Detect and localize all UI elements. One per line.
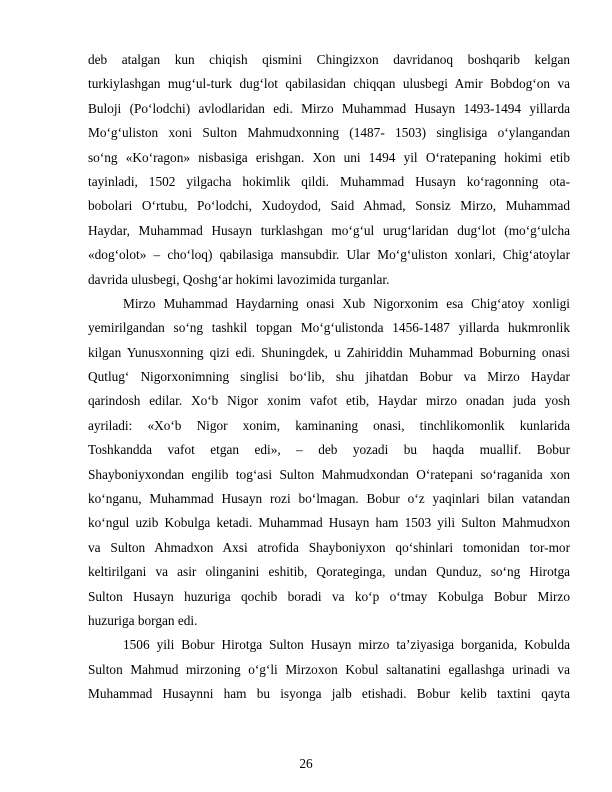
text-line: yemirilgandan so‘ng tashkil topgan Mo‘g‘ulistonda 1456-1487 yillarda hukmronlik bbox=[88, 320, 570, 336]
text-line: bobolari O‘rtubu, Po‘lodchi, Xudoydod, Said Ahmad, Sonsiz Mirzo, Muhammad bbox=[88, 198, 570, 214]
paragraph-3 bbox=[88, 633, 570, 706]
text-line: qarindosh edilar. Xo‘b Nigor xonim vafot etib, Haydar mirzo onadan juda yosh bbox=[88, 393, 570, 409]
text-line: Qutlug‘ Nigorxonimning singlisi bo‘lib, shu jihatdan Bobur va Mirzo Haydar bbox=[88, 369, 570, 385]
document-page bbox=[88, 48, 570, 707]
text-line: turkiylashgan mug‘ul-turk dug‘lot qabilasidan chiqqan ulusbegi Amir Bobdog‘on va bbox=[88, 76, 570, 92]
text-line: tayinladi, 1502 yilgacha hokimlik qildi. Muhammad Husayn ko‘ragonning ota- bbox=[88, 173, 570, 189]
text-line: ayriladi: «Xo‘b Nigor xonim, kaminaning onasi, tinchlikomonlik kunlarida bbox=[88, 417, 570, 433]
text-line: va Sulton Ahmadxon Axsi atrofida Shayboniyxon qo‘shinlari tomonidan tor-mor bbox=[88, 539, 570, 555]
text-line: so‘ng «Ko‘ragon» nisbasiga erishgan. Xon uni 1494 yil O‘ratepaning hokimi etib bbox=[88, 149, 570, 165]
text-line: Shayboniyxondan engilib tog‘asi Sulton Mahmudxondan O‘ratepani so‘raganida xon bbox=[88, 466, 570, 482]
text-line: huzuriga borgan edi. bbox=[88, 612, 198, 628]
text-line: kilgan Yunusxonning qizi edi. Shuningdek, u Zahiriddin Muhammad Boburning onasi bbox=[88, 344, 570, 360]
text-line: Muhammad Husaynni ham bu isyonga jalb etishadi. Bobur kelib taxtini qayta bbox=[88, 686, 570, 702]
text-line: 1506 yili Bobur Hirotga Sulton Husayn mirzo ta’ziyasiga borganida, Kobulda bbox=[123, 637, 570, 653]
text-line: davrida ulusbegi, Qoshg‘ar hokimi lavozimida turganlar. bbox=[88, 271, 390, 287]
text-line: Sulton Mahmud mirzoning o‘g‘li Mirzoxon Kobul saltanatini egallashga urinadi va bbox=[88, 661, 570, 677]
text-line: keltirilgani va asir olinganini eshitib, Qorateginga, undan Qunduz, so‘ng Hirotga bbox=[88, 564, 570, 580]
text-line: deb atalgan kun chiqish qismini Chingizxon davridanoq boshqarib kelgan bbox=[88, 52, 570, 67]
paragraph-2 bbox=[88, 292, 570, 633]
page-number: 26 bbox=[299, 756, 313, 771]
text-line: Haydar, Muhammad Husayn turklashgan mo‘g‘ul urug‘laridan dug‘lot (mo‘g‘ulcha bbox=[88, 222, 570, 238]
text-line: Mo‘g‘uliston xoni Sulton Mahmudxonning (1487- 1503) singlisiga o‘ylangandan bbox=[88, 125, 570, 141]
text-line: ko‘ngul uzib Kobulga ketadi. Muhammad Husayn ham 1503 yili Sulton Mahmudxon bbox=[88, 515, 570, 531]
text-line: Buloji (Po‘lodchi) avlodlaridan edi. Mirzo Muhammad Husayn 1493-1494 yillarda bbox=[88, 100, 570, 116]
text-line: Sulton Husayn huzuriga qochib boradi va ko‘p o‘tmay Kobulga Bobur Mirzo bbox=[88, 588, 570, 604]
text-line: ko‘nganu, Muhammad Husayn rozi bo‘lmagan. Bobur o‘z yaqinlari bilan vatandan bbox=[88, 491, 570, 507]
text-line: Toshkandda vafot etgan edi», – deb yozadi bu haqda muallif. Bobur bbox=[88, 442, 570, 458]
text-line: Mirzo Muhammad Haydarning onasi Xub Nigorxonim esa Chig‘atoy xonligi bbox=[123, 295, 570, 311]
text-line: «dog‘olot» – cho‘loq) qabilasiga mansubdir. Ular Mo‘g‘uliston xonlari, Chig‘atoylar bbox=[88, 247, 570, 263]
paragraph-1 bbox=[88, 48, 570, 292]
